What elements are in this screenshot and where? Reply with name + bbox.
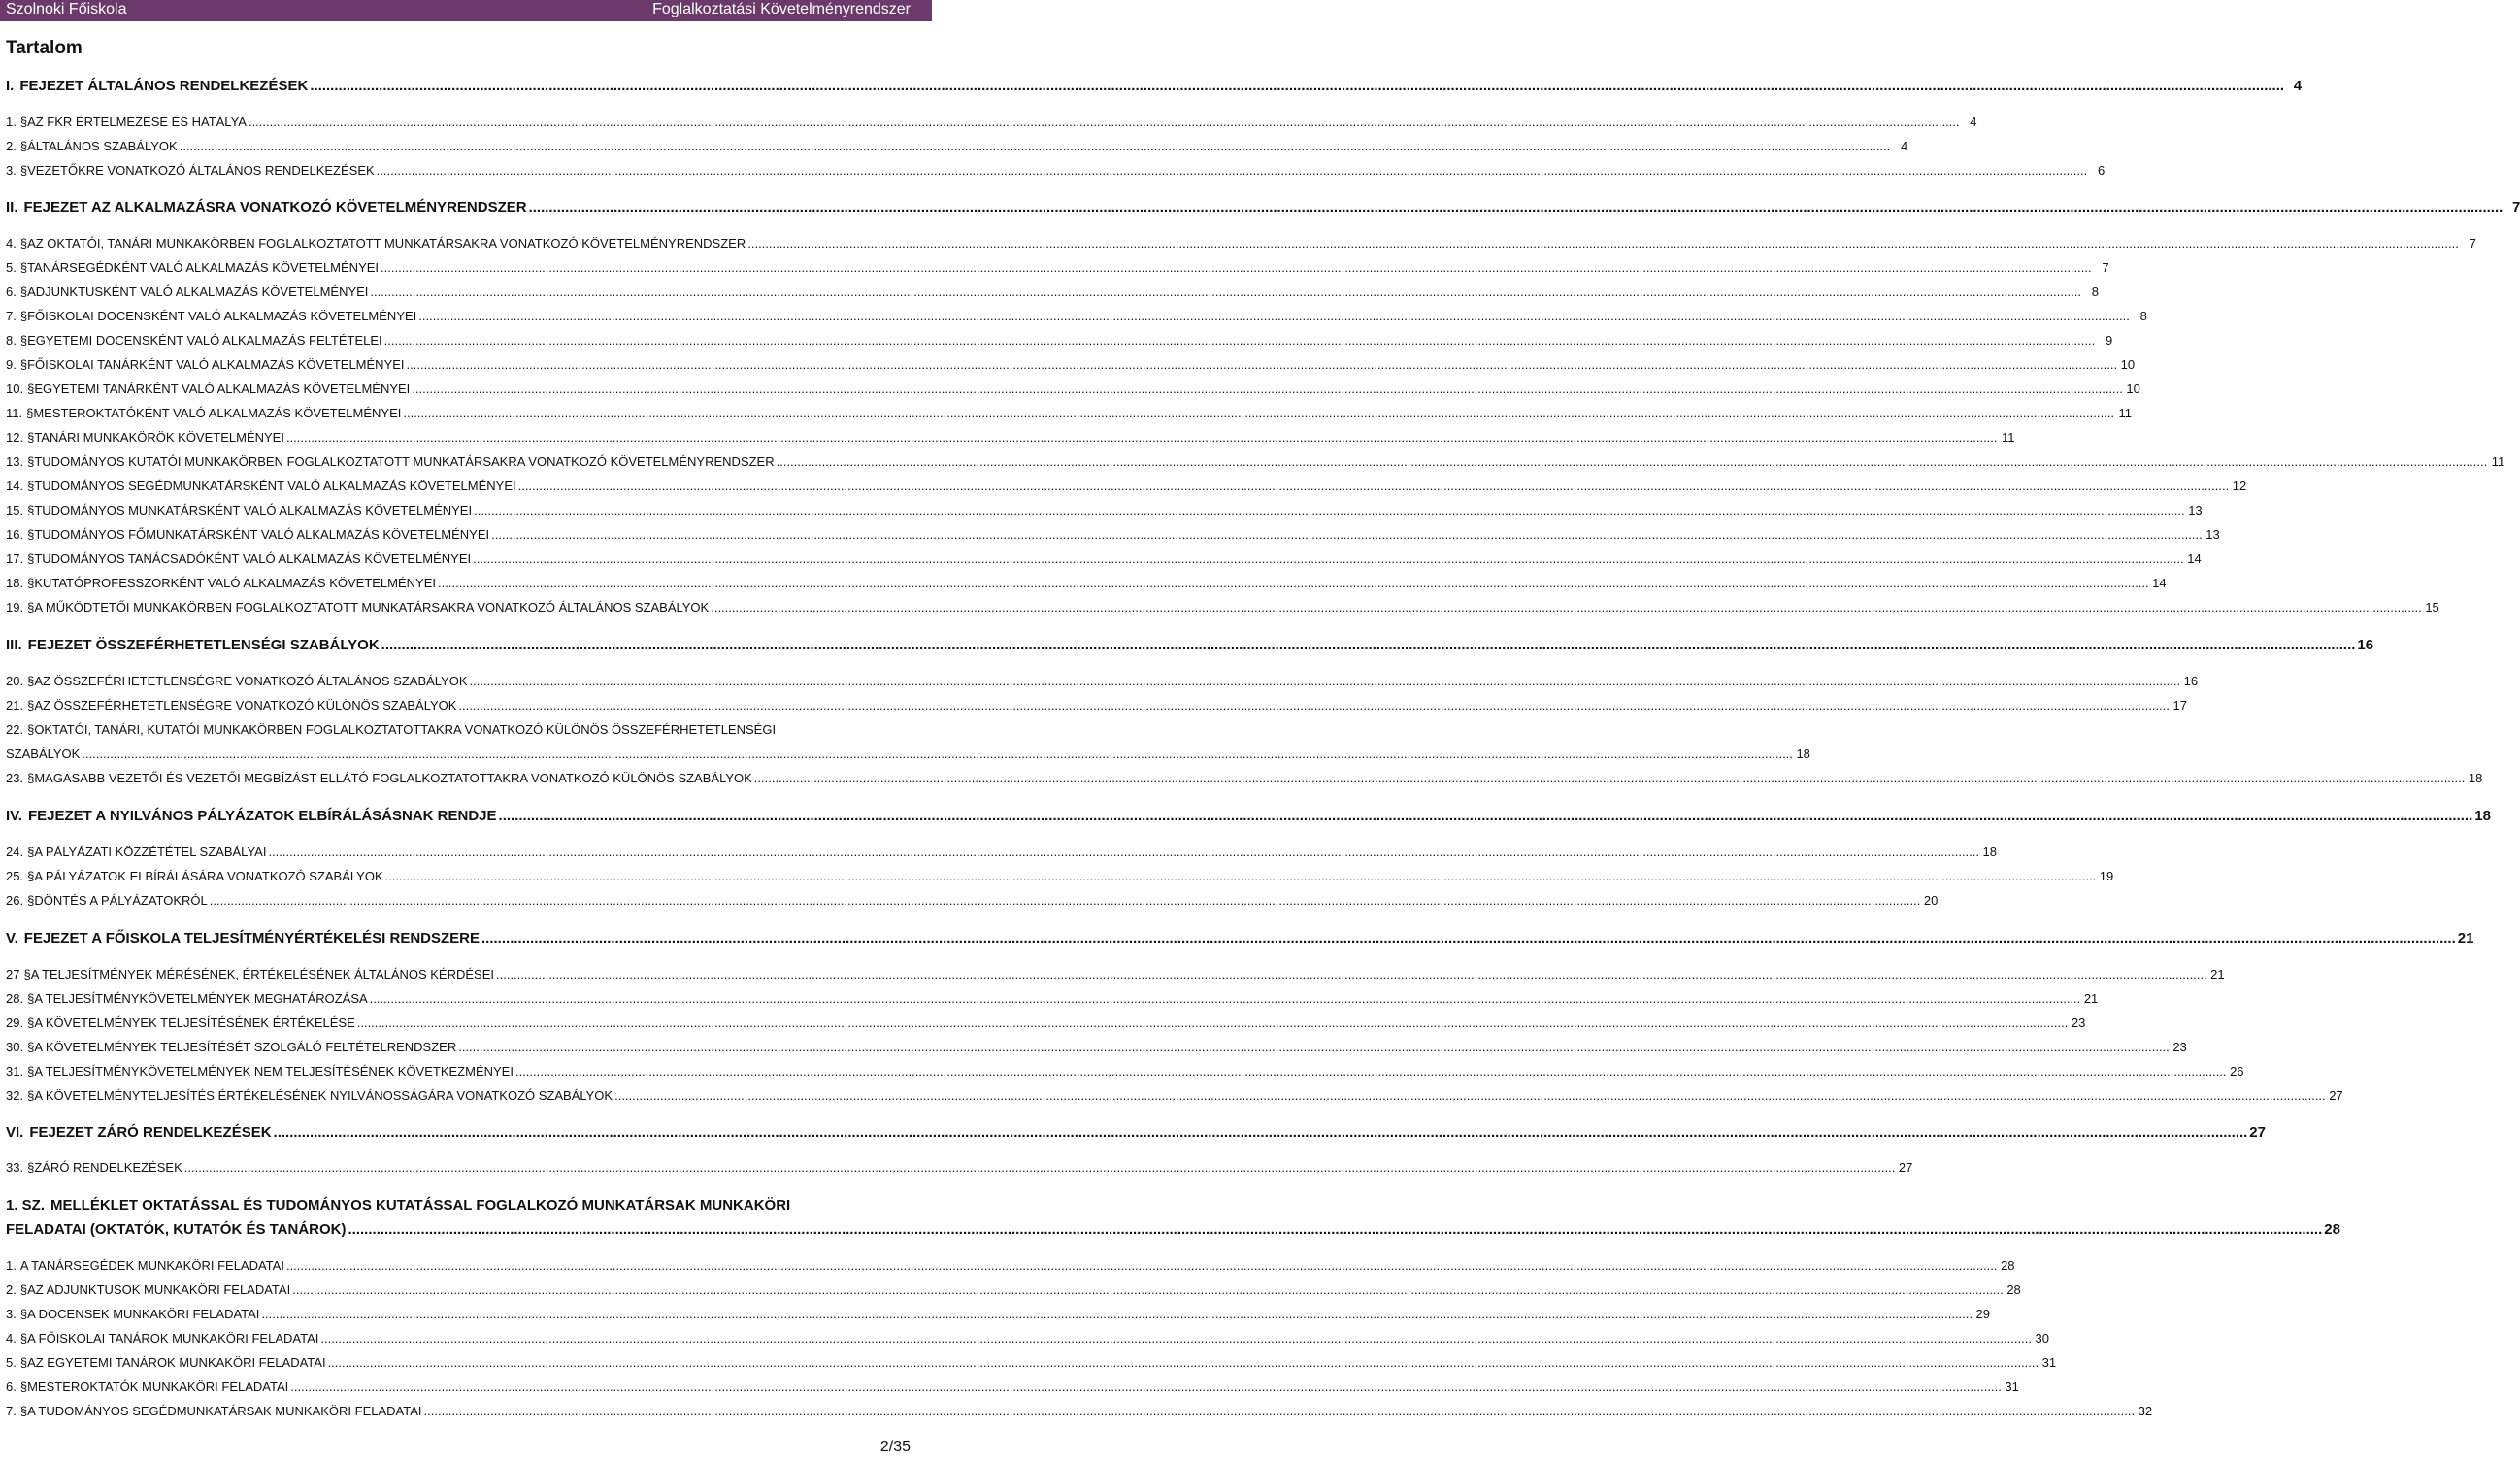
toc-entry-number: 1. — [6, 115, 17, 129]
toc-page-number: 18 — [2468, 771, 2483, 785]
section-sign-icon: § — [27, 551, 35, 566]
toc-page-number: 8 — [2139, 309, 2147, 323]
toc-section-entry[interactable] — [6, 139, 1908, 153]
toc-entry-text: EGYETEMI TANÁRKÉNT VALÓ ALKALMAZÁS KÖVETELMÉNYEI — [34, 382, 411, 396]
toc-page-number: 28 — [2006, 1282, 2021, 1297]
toc-section-entry[interactable] — [6, 479, 2247, 493]
header-institution: Szolnoki Főiskola — [6, 1, 127, 17]
toc-leader-dots — [491, 527, 2203, 542]
toc-section-entry[interactable] — [6, 1040, 2187, 1054]
toc-entry-number: 13. — [6, 454, 24, 469]
toc-page-number: 27 — [2329, 1088, 2343, 1103]
toc-entry-text: FŐISKOLAI DOCENSKÉNT VALÓ ALKALMAZÁS KÖVETELMÉNYEI — [27, 309, 417, 323]
section-sign-icon: § — [27, 771, 35, 785]
toc-page-number: 10 — [2126, 382, 2140, 396]
section-sign-icon: § — [19, 333, 28, 348]
section-sign-icon: § — [19, 1355, 28, 1370]
toc-entry-text: FŐISKOLAI TANÁRKÉNT VALÓ ALKALMAZÁS KÖVETELMÉNYEI — [27, 357, 405, 372]
section-sign-icon: § — [19, 163, 28, 178]
toc-section-entry[interactable] — [6, 1355, 2057, 1370]
section-sign-icon: § — [27, 479, 35, 493]
toc-section-entry[interactable] — [6, 1088, 2343, 1103]
toc-page-number: 6 — [2098, 163, 2106, 178]
section-sign-icon: § — [23, 967, 31, 981]
section-sign-icon: § — [19, 139, 28, 153]
toc-leader-dots — [381, 260, 2092, 275]
toc-entry-number: 3. — [6, 163, 17, 178]
toc-page-number: 32 — [2138, 1404, 2153, 1418]
toc-chapter-entry[interactable] — [6, 1124, 2266, 1141]
toc-entry-number: 8. — [6, 333, 17, 348]
toc-entry-text: VEZETŐKRE VONATKOZÓ ÁLTALÁNOS RENDELKEZÉSEK — [27, 163, 375, 178]
section-sign-icon: § — [27, 674, 35, 688]
section-sign-icon: § — [27, 527, 35, 542]
toc-entry-text: TANÁRI MUNKAKÖRÖK KÖVETELMÉNYEI — [34, 430, 284, 445]
toc-entry-text: FEJEZET A NYILVÁNOS PÁLYÁZATOK ELBÍRÁLÁSÁSNAK RENDJE — [27, 808, 497, 824]
toc-page-number: 16 — [2183, 674, 2199, 688]
toc-page-number: 14 — [2187, 551, 2202, 566]
toc-entry-text: SZABÁLYOK — [6, 747, 81, 761]
toc-entry-number: 21. — [6, 698, 24, 713]
toc-entry-text: A PÁLYÁZATI KÖZZÉTÉTEL SZABÁLYAI — [34, 845, 267, 859]
toc-leader-dots — [754, 771, 2466, 785]
toc-section-entry-continuation[interactable] — [6, 747, 1810, 761]
toc-section-entry[interactable] — [6, 576, 2167, 590]
section-sign-icon: § — [27, 722, 35, 737]
toc-entry-number: 28. — [6, 991, 24, 1006]
toc-entry-number: 33. — [6, 1160, 24, 1175]
toc-page-number: 18 — [1796, 747, 1810, 761]
toc-page-number: 26 — [2230, 1064, 2244, 1079]
section-sign-icon: § — [19, 284, 28, 299]
toc-section-entry[interactable] — [6, 1331, 2049, 1345]
toc-entry-number: 11. — [6, 406, 23, 420]
toc-leader-dots — [403, 406, 2114, 420]
toc-entry-number: 26. — [6, 893, 24, 908]
toc-section-entry[interactable] — [6, 430, 2015, 445]
toc-entry-number: 15. — [6, 503, 24, 517]
section-sign-icon: § — [19, 1379, 28, 1394]
toc-page-number: 4 — [1901, 139, 1908, 153]
section-sign-icon: § — [19, 236, 28, 250]
section-sign-icon: § — [27, 382, 35, 396]
toc-section-entry[interactable] — [6, 333, 2113, 348]
toc-leader-dots — [412, 382, 2123, 396]
toc-section-entry[interactable] — [6, 1160, 1913, 1175]
toc-entry-text: ÁLTALÁNOS SZABÁLYOK — [27, 139, 178, 153]
toc-page-number: 28 — [2324, 1221, 2340, 1238]
toc-entry-text: A TELJESÍTMÉNYKÖVETELMÉNYEK MEGHATÁROZÁSA — [34, 991, 368, 1006]
toc-leader-dots — [370, 991, 2081, 1006]
section-sign-icon: § — [19, 1404, 28, 1418]
toc-page-number: 18 — [2474, 808, 2491, 824]
toc-entry-text: ADJUNKTUSKÉNT VALÓ ALKALMAZÁS KÖVETELMÉNYEI — [27, 284, 369, 299]
toc-entry-number: 7. — [6, 1404, 17, 1418]
toc-section-entry[interactable] — [6, 674, 2199, 688]
toc-section-entry[interactable] — [6, 600, 2439, 614]
toc-page-number: 19 — [2099, 869, 2114, 883]
section-sign-icon: § — [27, 698, 35, 713]
section-sign-icon: § — [27, 600, 35, 614]
toc-leader-dots — [348, 1221, 2323, 1238]
toc-chapter-entry[interactable] — [6, 930, 2474, 946]
toc-page-number: 11 — [2491, 454, 2505, 469]
toc-page-number: 17 — [2172, 698, 2187, 713]
toc-entry-number: 6. — [6, 1379, 17, 1394]
toc-section-entry[interactable] — [6, 527, 2220, 542]
toc-entry-number: 4. — [6, 1331, 17, 1345]
toc-entry-text: TUDOMÁNYOS KUTATÓI MUNKAKÖRBEN FOGLALKOZTATOTT MUNKATÁRSAKRA VONATKOZÓ KÖVETELMÉNYRENDSZER — [34, 454, 775, 469]
toc-entry-text: FEJEZET ÖSSZEFÉRHETETLENSÉGI SZABÁLYOK — [27, 637, 380, 653]
toc-leader-dots — [370, 284, 2081, 299]
toc-leader-dots — [82, 747, 1793, 761]
toc-leader-dots — [711, 600, 2422, 614]
toc-section-entry[interactable] — [6, 869, 2114, 883]
toc-entry-number: 18. — [6, 576, 24, 590]
toc-page-number: 7 — [2102, 260, 2109, 275]
toc-section-entry[interactable] — [6, 967, 2225, 981]
toc-entry-text: DÖNTÉS A PÁLYÁZATOKRÓL — [34, 893, 208, 908]
section-sign-icon: § — [27, 1015, 35, 1030]
toc-section-entry[interactable] — [6, 1404, 2153, 1418]
toc-entry-number: VI. — [6, 1124, 24, 1141]
section-sign-icon: § — [27, 1160, 35, 1175]
toc-entry-text: EGYETEMI DOCENSKÉNT VALÓ ALKALMAZÁS FELTÉTELEI — [27, 333, 382, 348]
toc-entry-number: 29. — [6, 1015, 24, 1030]
toc-page-number: 27 — [2249, 1124, 2266, 1141]
page-number: 2/35 — [879, 1439, 911, 1455]
section-sign-icon: § — [27, 454, 35, 469]
toc-leader-dots — [184, 1160, 1896, 1175]
toc-entry-number: 1. — [6, 1258, 17, 1273]
toc-entry-text: AZ EGYETEMI TANÁROK MUNKAKÖRI FELADATAI — [27, 1355, 326, 1370]
toc-page-number: 23 — [2172, 1040, 2187, 1054]
toc-section-entry[interactable] — [6, 357, 2136, 372]
toc-entry-number: 12. — [6, 430, 24, 445]
toc-entry-number: 4. — [6, 236, 17, 250]
toc-entry-text: ZÁRÓ RENDELKEZÉSEK — [34, 1160, 182, 1175]
toc-entry-text: AZ ADJUNKTUSOK MUNKAKÖRI FELADATAI — [27, 1282, 291, 1297]
toc-entry-text: A KÖVETELMÉNYTELJESÍTÉS ÉRTÉKELÉSÉNEK NYILVÁNOSSÁGÁRA VONATKOZÓ SZABÁLYOK — [34, 1088, 613, 1103]
toc-leader-dots — [614, 1088, 2326, 1103]
toc-section-entry[interactable] — [6, 1064, 2244, 1079]
toc-entry-text: A TANÁRSEGÉDEK MUNKAKÖRI FELADATAI — [19, 1258, 284, 1273]
toc-entry-text: TUDOMÁNYOS SEGÉDMUNKATÁRSKÉNT VALÓ ALKALMAZÁS KÖVETELMÉNYEI — [34, 479, 516, 493]
toc-entry-text: KUTATÓPROFESSZORKÉNT VALÓ ALKALMAZÁS KÖVETELMÉNYEI — [34, 576, 437, 590]
toc-leader-dots — [286, 430, 1998, 445]
toc-entry-text: TUDOMÁNYOS FŐMUNKATÁRSKÉNT VALÓ ALKALMAZÁS KÖVETELMÉNYEI — [34, 527, 490, 542]
toc-chapter-entry[interactable] — [6, 1197, 926, 1213]
toc-entry-text: OKTATÓI, TANÁRI, KUTATÓI MUNKAKÖRBEN FOGLALKOZTATOTTAKRA VONATKOZÓ KÜLÖNÖS ÖSSZEFÉRHETETLENSÉGI — [34, 722, 777, 737]
toc-entry-text: A FŐISKOLAI TANÁROK MUNKAKÖRI FELADATAI — [27, 1331, 319, 1345]
toc-entry-text: A PÁLYÁZATOK ELBÍRÁLÁSÁRA VONATKOZÓ SZABÁLYOK — [34, 869, 383, 883]
toc-leader-dots — [384, 333, 2096, 348]
toc-leader-dots — [418, 309, 2130, 323]
toc-entry-number: 16. — [6, 527, 24, 542]
toc-leader-dots — [381, 637, 2356, 653]
toc-entry-number: 24. — [6, 845, 24, 859]
toc-page-number: 21 — [2457, 930, 2474, 946]
section-sign-icon: § — [27, 1040, 35, 1054]
section-sign-icon: § — [19, 1282, 28, 1297]
toc-entry-number: 9. — [6, 357, 17, 372]
toc-entry-number: 2. — [6, 1282, 17, 1297]
toc-section-entry[interactable] — [6, 260, 2109, 275]
section-sign-icon: § — [27, 845, 35, 859]
toc-leader-dots — [286, 1258, 1998, 1273]
section-sign-icon: § — [27, 1088, 35, 1103]
toc-page-number: 10 — [2120, 357, 2136, 372]
toc-entry-text: TUDOMÁNYOS MUNKATÁRSKÉNT VALÓ ALKALMAZÁS KÖVETELMÉNYEI — [34, 503, 473, 517]
toc-leader-dots — [357, 1015, 2069, 1030]
toc-entry-text: FEJEZET AZ ALKALMAZÁSRA VONATKOZÓ KÖVETELMÉNYRENDSZER — [23, 199, 527, 216]
toc-leader-dots — [407, 357, 2118, 372]
section-sign-icon: § — [19, 260, 28, 275]
section-sign-icon: § — [19, 309, 28, 323]
toc-entry-text: A DOCENSEK MUNKAKÖRI FELADATAI — [27, 1307, 260, 1321]
toc-entry-number: 5. — [6, 260, 17, 275]
toc-entry-text: A KÖVETELMÉNYEK TELJESÍTÉSÉT SZOLGÁLÓ FELTÉTELRENDSZER — [34, 1040, 457, 1054]
toc-page-number: 28 — [2001, 1258, 2015, 1273]
toc-entry-number: III. — [6, 637, 22, 653]
toc-leader-dots — [481, 930, 2456, 946]
toc-leader-dots — [518, 479, 2230, 493]
toc-leader-dots — [377, 163, 2088, 178]
toc-title: Tartalom — [6, 38, 83, 58]
toc-page-number: 13 — [2188, 503, 2203, 517]
toc-entry-text: TANÁRSEGÉDKÉNT VALÓ ALKALMAZÁS KÖVETELMÉNYEI — [27, 260, 380, 275]
toc-leader-dots — [747, 236, 2459, 250]
toc-leader-dots — [474, 503, 2185, 517]
toc-leader-dots — [470, 674, 2181, 688]
toc-section-entry[interactable] — [6, 406, 2132, 420]
toc-entry-number: 6. — [6, 284, 17, 299]
toc-entry-number: 19. — [6, 600, 24, 614]
toc-entry-text: AZ ÖSSZEFÉRHETETLENSÉGRE VONATKOZÓ ÁLTALÁNOS SZABÁLYOK — [34, 674, 468, 688]
toc-leader-dots — [458, 1040, 2170, 1054]
section-sign-icon: § — [19, 1331, 28, 1345]
toc-page-number: 11 — [2118, 406, 2132, 420]
toc-leader-dots — [320, 1331, 2032, 1345]
toc-chapter-entry[interactable] — [6, 78, 2303, 94]
toc-leader-dots — [529, 199, 2503, 216]
toc-section-entry[interactable] — [6, 845, 1998, 859]
toc-page-number: 23 — [2071, 1015, 2086, 1030]
toc-entry-text: A KÖVETELMÉNYEK TELJESÍTÉSÉNEK ÉRTÉKELÉSE — [34, 1015, 355, 1030]
toc-section-entry[interactable] — [6, 1307, 1991, 1321]
toc-page-number: 4 — [1970, 115, 1977, 129]
toc-leader-dots — [310, 78, 2284, 94]
toc-entry-number: 2. — [6, 139, 17, 153]
toc-entry-number: I. — [6, 78, 15, 94]
toc-entry-number: 27 — [6, 967, 20, 981]
toc-entry-text: A TELJESÍTMÉNYKÖVETELMÉNYEK NEM TELJESÍTÉSÉNEK KÖVETKEZMÉNYEI — [34, 1064, 514, 1079]
toc-section-entry[interactable] — [6, 1258, 2015, 1273]
toc-page-number: 16 — [2357, 637, 2374, 653]
toc-page-number: 31 — [2005, 1379, 2019, 1394]
toc-chapter-entry[interactable] — [6, 199, 2520, 216]
toc-section-entry[interactable] — [6, 722, 926, 737]
toc-page-number: 4 — [2293, 78, 2303, 94]
toc-leader-dots — [268, 845, 1979, 859]
toc-leader-dots — [499, 808, 2473, 824]
toc-page-number: 8 — [2091, 284, 2099, 299]
toc-page-number: 18 — [1982, 845, 1998, 859]
toc-page-number: 12 — [2232, 479, 2247, 493]
toc-entry-text: FELADATAI (OKTATÓK, KUTATÓK ÉS TANÁROK) — [6, 1221, 347, 1238]
toc-entry-text: AZ ÖSSZEFÉRHETETLENSÉGRE VONATKOZÓ KÜLÖNÖS SZABÁLYOK — [34, 698, 457, 713]
toc-entry-text: MELLÉKLET OKTATÁSSAL ÉS TUDOMÁNYOS KUTATÁSSAL FOGLALKOZÓ MUNKATÁRSAK MUNKAKÖRI — [50, 1197, 791, 1213]
section-sign-icon: § — [19, 357, 28, 372]
toc-entry-number: IV. — [6, 808, 22, 824]
toc-entry-number: 30. — [6, 1040, 24, 1054]
toc-entry-text: MAGASABB VEZETŐI ÉS VEZETŐI MEGBÍZÁST ELLÁTÓ FOGLALKOZTATOTTAKRA VONATKOZÓ KÜLÖNÖS SZABÁLYOK — [34, 771, 752, 785]
toc-page-number: 7 — [2469, 236, 2476, 250]
toc-page-number: 15 — [2425, 600, 2439, 614]
toc-leader-dots — [290, 1379, 2002, 1394]
toc-leader-dots — [473, 551, 2184, 566]
toc-entry-number: 22. — [6, 722, 24, 737]
section-sign-icon: § — [27, 430, 35, 445]
toc-leader-dots — [261, 1307, 1973, 1321]
toc-section-entry[interactable] — [6, 309, 2147, 323]
toc-section-entry[interactable] — [6, 454, 2505, 469]
toc-section-entry[interactable] — [6, 236, 2476, 250]
toc-entry-text: FEJEZET ÁLTALÁNOS RENDELKEZÉSEK — [19, 78, 309, 94]
toc-entry-text: A MŰKÖDTETŐI MUNKAKÖRBEN FOGLALKOZTATOTT MUNKATÁRSAKRA VONATKOZÓ ÁLTALÁNOS SZABÁLYOK — [34, 600, 710, 614]
section-sign-icon: § — [27, 869, 35, 883]
toc-leader-dots — [210, 893, 1921, 908]
toc-section-entry[interactable] — [6, 1379, 2019, 1394]
toc-leader-dots — [328, 1355, 2039, 1370]
toc-section-entry[interactable] — [6, 163, 2106, 178]
toc-page-number: 7 — [2511, 199, 2520, 216]
toc-leader-dots — [777, 454, 2488, 469]
section-sign-icon: § — [27, 503, 35, 517]
toc-page-number: 27 — [1898, 1160, 1913, 1175]
toc-entry-number: 32. — [6, 1088, 24, 1103]
toc-leader-dots — [515, 1064, 2227, 1079]
toc-section-entry[interactable] — [6, 1282, 2021, 1297]
toc-leader-dots — [438, 576, 2149, 590]
toc-page-number: 9 — [2105, 333, 2113, 348]
toc-leader-dots — [292, 1282, 2004, 1297]
header-document-title: Foglalkoztatási Követelményrendszer — [652, 1, 911, 17]
toc-entry-number: 5. — [6, 1355, 17, 1370]
toc-section-entry[interactable] — [6, 991, 2099, 1006]
toc-entry-text: A TELJESÍTMÉNYEK MÉRÉSÉNEK, ÉRTÉKELÉSÉNEK ÁLTALÁNOS KÉRDÉSEI — [30, 967, 495, 981]
toc-entry-number: 10. — [6, 382, 24, 396]
toc-entry-text: TUDOMÁNYOS TANÁCSADÓKÉNT VALÓ ALKALMAZÁS KÖVETELMÉNYEI — [34, 551, 472, 566]
section-sign-icon: § — [27, 1064, 35, 1079]
toc-page-number: 11 — [2002, 430, 2015, 445]
toc-page-number: 30 — [2035, 1331, 2049, 1345]
toc-leader-dots — [496, 967, 2207, 981]
toc-entry-text: FEJEZET ZÁRÓ RENDELKEZÉSEK — [29, 1124, 272, 1141]
toc-entry-text: MESTEROKTATÓK MUNKAKÖRI FELADATAI — [27, 1379, 289, 1394]
toc-entry-number: 20. — [6, 674, 24, 688]
toc-entry-number: 3. — [6, 1307, 17, 1321]
toc-section-entry[interactable] — [6, 698, 2187, 713]
toc-entry-number: 1. SZ. — [6, 1197, 46, 1213]
toc-section-entry[interactable] — [6, 893, 1939, 908]
toc-page-number: 31 — [2041, 1355, 2057, 1370]
section-sign-icon: § — [27, 576, 35, 590]
toc-section-entry[interactable] — [6, 551, 2202, 566]
toc-entry-number: II. — [6, 199, 18, 216]
toc-section-entry[interactable] — [6, 771, 2483, 785]
toc-leader-dots — [274, 1124, 2248, 1141]
toc-section-entry[interactable] — [6, 115, 1977, 129]
toc-leader-dots — [385, 869, 2097, 883]
section-sign-icon: § — [19, 1307, 28, 1321]
toc-page-number: 13 — [2205, 527, 2220, 542]
toc-entry-text: FEJEZET A FŐISKOLA TELJESÍTMÉNYÉRTÉKELÉSI RENDSZERE — [23, 930, 481, 946]
toc-entry-number: 23. — [6, 771, 24, 785]
toc-chapter-entry[interactable] — [6, 637, 2374, 653]
section-sign-icon: § — [19, 115, 28, 129]
toc-entry-number: 17. — [6, 551, 24, 566]
toc-entry-text: AZ OKTATÓI, TANÁRI MUNKAKÖRBEN FOGLALKOZTATOTT MUNKATÁRSAKRA VONATKOZÓ KÖVETELMÉNYRENDSZER — [27, 236, 746, 250]
section-sign-icon: § — [26, 406, 34, 420]
toc-entry-number: 14. — [6, 479, 24, 493]
toc-page-number: 21 — [2210, 967, 2225, 981]
toc-section-entry[interactable] — [6, 382, 2140, 396]
toc-leader-dots — [458, 698, 2170, 713]
toc-entry-number: 25. — [6, 869, 24, 883]
toc-chapter-entry[interactable] — [6, 808, 2491, 824]
toc-page-number: 21 — [2083, 991, 2099, 1006]
section-sign-icon: § — [27, 991, 35, 1006]
toc-entry-number: 7. — [6, 309, 17, 323]
toc-section-entry[interactable] — [6, 284, 2099, 299]
toc-entry-number: 31. — [6, 1064, 24, 1079]
toc-leader-dots — [180, 139, 1891, 153]
toc-page-number: 29 — [1975, 1307, 1991, 1321]
toc-leader-dots — [424, 1404, 2136, 1418]
toc-section-entry[interactable] — [6, 1015, 2086, 1030]
toc-section-entry[interactable] — [6, 503, 2203, 517]
toc-entry-number: V. — [6, 930, 18, 946]
toc-page-number: 20 — [1923, 893, 1939, 908]
toc-entry-text: A TUDOMÁNYOS SEGÉDMUNKATÁRSAK MUNKAKÖRI FELADATAI — [27, 1404, 422, 1418]
toc-entry-text: MESTEROKTATÓKÉNT VALÓ ALKALMAZÁS KÖVETELMÉNYEI — [33, 406, 402, 420]
section-sign-icon: § — [27, 893, 35, 908]
toc-entry-text: AZ FKR ÉRTELMEZÉSE ÉS HATÁLYA — [27, 115, 247, 129]
toc-chapter-entry-continuation[interactable] — [6, 1221, 2340, 1238]
toc-leader-dots — [249, 115, 1960, 129]
toc-page-number: 14 — [2152, 576, 2167, 590]
